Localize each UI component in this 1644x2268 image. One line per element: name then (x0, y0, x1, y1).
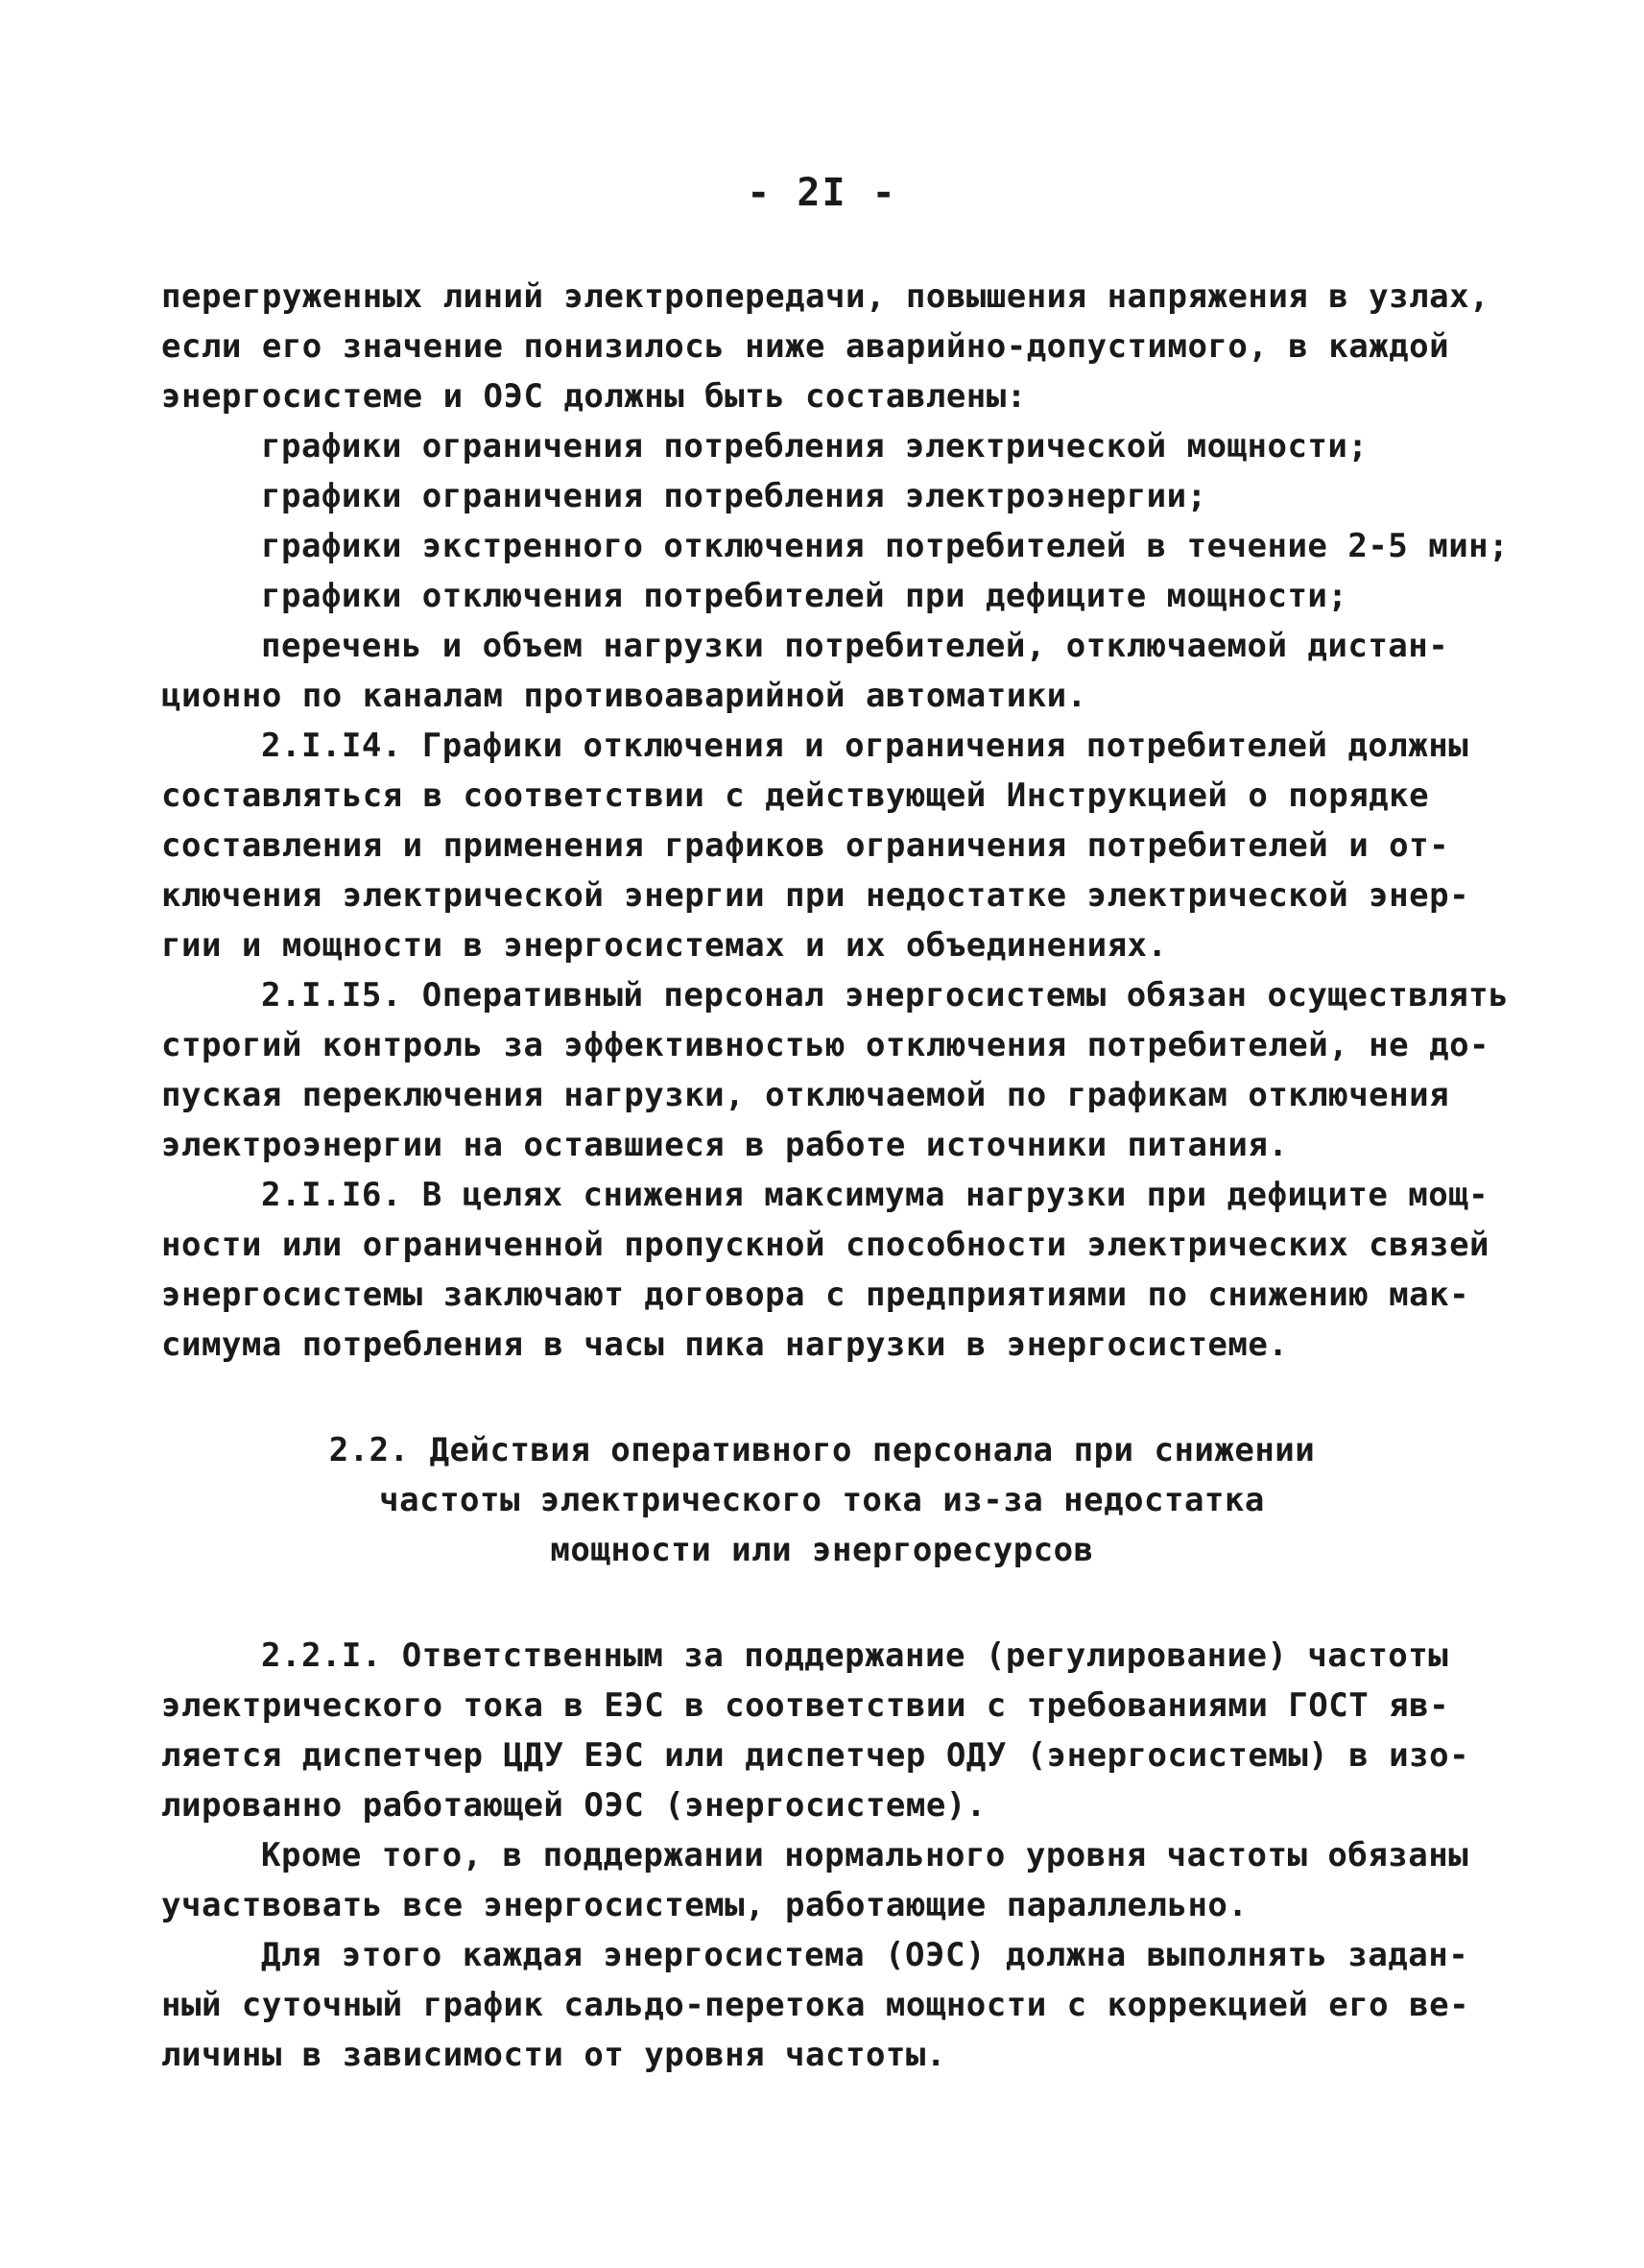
list-item: графики ограничения потребления электрической мощности; (261, 427, 1369, 466)
paragraph-line: ный суточный график сальдо-перетока мощности с коррекцией его ве- (161, 1986, 1470, 2024)
section-heading: частоты электрического тока из-за недостатка (379, 1481, 1265, 1519)
paragraph-line: пуская переключения нагрузки, отключаемой по графикам отключения (161, 1076, 1450, 1114)
list-item: графики экстренного отключения потребителей в течение 2-5 мин; (261, 527, 1510, 565)
paragraph-line: электрического тока в ЕЭС в соответствии с требованиями ГОСТ яв- (161, 1686, 1450, 1725)
paragraph-line: 2.I.I6. В целях снижения максимума нагрузки при дефиците мощ- (261, 1176, 1489, 1214)
text-line: если его значение понизилось ниже аварийно-допустимого, в каждой (161, 327, 1450, 366)
paragraph-line: ключения электрической энергии при недостатке электрической энер- (161, 876, 1470, 915)
paragraph-line: составляться в соответствии с действующей Инструкцией о порядке (161, 776, 1430, 815)
paragraph-line: 2.2.I. Ответственным за поддержание (регулирование) частоты (261, 1636, 1449, 1675)
text-line: перегруженных линий электропередачи, повышения напряжения в узлах, (161, 277, 1490, 316)
paragraph-line: Кроме того, в поддержании нормального уровня частоты обязаны (261, 1836, 1469, 1874)
list-item: графики отключения потребителей при дефиците мощности; (261, 577, 1348, 615)
paragraph-line: составления и применения графиков ограничения потребителей и от- (161, 826, 1450, 865)
paragraph-line: ляется диспетчер ЦДУ ЕЭС или диспетчер ОДУ (энергосистемы) в изо- (161, 1736, 1470, 1775)
paragraph-line: 2.I.I5. Оперативный персонал энергосистемы обязан осуществлять (261, 976, 1510, 1015)
text-line: ционно по каналам противоаварийной автоматики. (161, 677, 1087, 715)
paragraph-line: гии и мощности в энергосистемах и их объединениях. (161, 926, 1168, 965)
list-item: графики ограничения потребления электроэнергии; (261, 477, 1207, 515)
paragraph-line: ности или ограниченной пропускной способности электрических связей (161, 1226, 1490, 1264)
paragraph-line: 2.I.I4. Графики отключения и ограничения потребителей должны (261, 727, 1469, 765)
paragraph-line: электроэнергии на оставшиеся в работе источники питания. (161, 1126, 1289, 1164)
paragraph-line: Для этого каждая энергосистема (ОЭС) должна выполнять задан- (261, 1936, 1469, 1974)
paragraph-line: симума потребления в часы пика нагрузки в энергосистеме. (161, 1325, 1289, 1364)
paragraph-line: личины в зависимости от уровня частоты. (161, 2036, 946, 2074)
paragraph-line: энергосистемы заключают договора с предприятиями по снижению мак- (161, 1276, 1470, 1314)
paragraph-line: строгий контроль за эффективностью отключения потребителей, не до- (161, 1026, 1490, 1064)
text-line: энергосистеме и ОЭС должны быть составлены: (161, 377, 1027, 416)
paragraph-line: участвовать все энергосистемы, работающие параллельно. (161, 1886, 1249, 1924)
section-heading: мощности или энергоресурсов (550, 1531, 1094, 1569)
paragraph-line: лированно работающей ОЭС (энергосистеме). (161, 1786, 987, 1825)
page-number: - 2I - (747, 171, 897, 215)
list-item: перечень и объем нагрузки потребителей, отключаемой дистан- (261, 627, 1449, 665)
section-heading: 2.2. Действия оперативного персонала при снижении (328, 1431, 1316, 1469)
